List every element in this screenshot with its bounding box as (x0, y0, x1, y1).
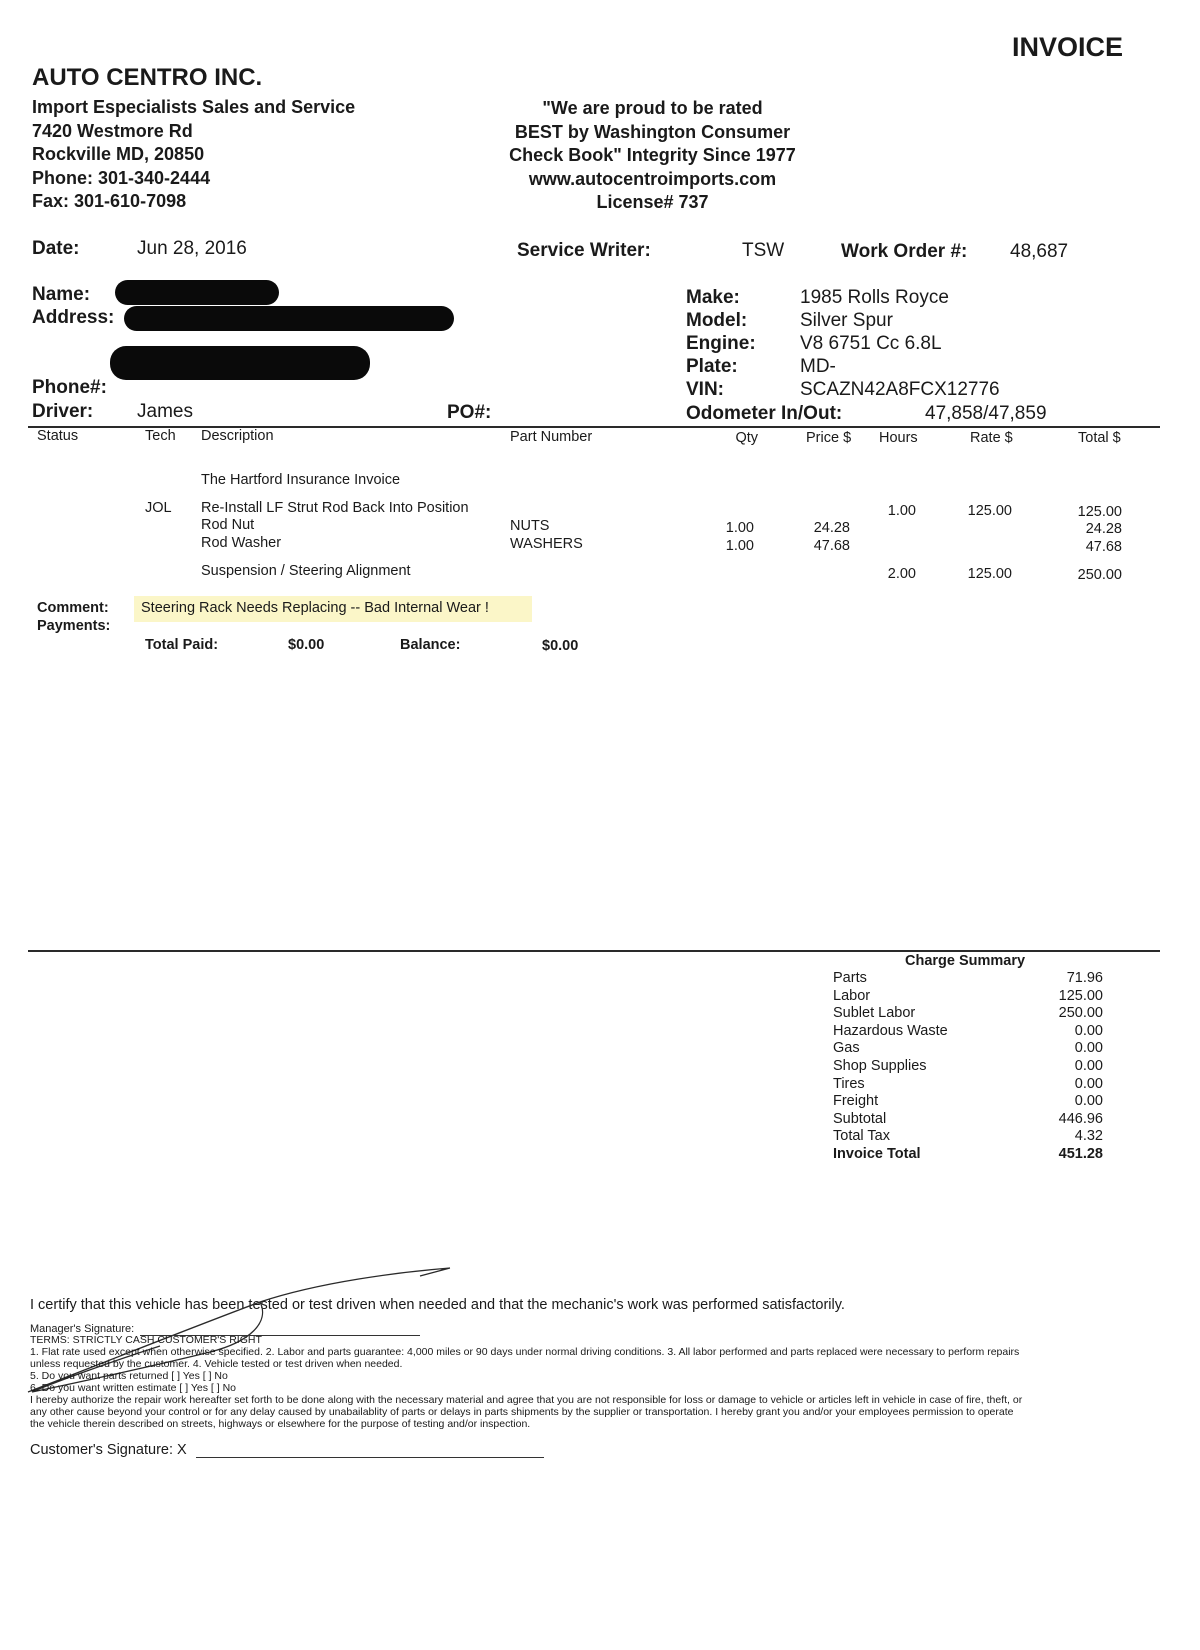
col-description: Description (201, 428, 274, 444)
summary-row-tires: Tires 0.00 (833, 1075, 1103, 1092)
redacted-address-line-1 (124, 306, 454, 331)
job-2-rate: 125.00 (967, 566, 1012, 582)
customer-signature-label: Customer's Signature: X (30, 1442, 187, 1458)
slogan-line-1: "We are proud to be rated (542, 98, 763, 118)
make-value: 1985 Rolls Royce (800, 287, 949, 308)
odometer-label: Odometer In/Out: (686, 403, 843, 424)
payments-label: Payments: (37, 618, 111, 634)
date-value: Jun 28, 2016 (137, 238, 247, 259)
col-total: Total $ (1078, 430, 1121, 446)
driver-label: Driver: (32, 401, 94, 422)
col-hours: Hours (879, 430, 918, 446)
balance-label: Balance: (400, 637, 461, 653)
summary-row-hazardous-waste: Hazardous Waste 0.00 (833, 1022, 1103, 1039)
total-paid-value: $0.00 (288, 637, 325, 653)
job-2-description: Suspension / Steering Alignment (201, 563, 411, 579)
part-2-description: Rod Washer (201, 535, 282, 551)
work-order-value: 48,687 (1010, 241, 1069, 262)
balance-value: $0.00 (542, 638, 579, 654)
part-1-number: NUTS (510, 518, 550, 534)
terms-line-4: 6. Do you want written estimate [ ] Yes [ ] No (30, 1382, 237, 1394)
model-value: Silver Spur (800, 310, 893, 331)
part-2-price: 47.68 (813, 538, 850, 554)
part-2-number: WASHERS (510, 536, 583, 552)
company-street: 7420 Westmore Rd (32, 120, 193, 141)
job-1-description: Re-Install LF Strut Rod Back Into Position (201, 500, 469, 516)
col-rate: Rate $ (970, 430, 1013, 446)
authorization-line-2: any other cause beyond your control or for any delay caused by unabailablity of parts or delays in parts shipments by the supplier or transportation. I hereby grant you and/or your employees permission to operate (30, 1406, 1014, 1418)
terms-line-2: unless requested by the customer. 4. Vehicle tested or test driven when needed. (30, 1358, 403, 1370)
part-1-qty: 1.00 (725, 520, 754, 536)
job-1-rate: 125.00 (967, 503, 1012, 519)
model-label: Model: (686, 310, 748, 331)
summary-row-freight: Freight 0.00 (833, 1093, 1103, 1110)
part-1-description: Rod Nut (201, 517, 255, 533)
summary-row-sublet-labor: Sublet Labor 250.00 (833, 1005, 1103, 1022)
job-1-hours: 1.00 (887, 503, 916, 519)
company-name: AUTO CENTRO INC. (32, 64, 263, 91)
certification-text: I certify that this vehicle has been tested or test driven when needed and that the mechanic's work was performed satisfactorily. (30, 1297, 845, 1313)
summary-row-gas: Gas 0.00 (833, 1040, 1103, 1057)
slogan-line-3: Check Book" Integrity Since 1977 (509, 145, 796, 165)
terms-title: TERMS: STRICTLY CASH CUSTOMER'S RIGHT (30, 1334, 262, 1346)
vin-value: SCAZN42A8FCX12776 (800, 379, 1000, 400)
phone-label: Phone#: (32, 377, 107, 398)
engine-label: Engine: (686, 333, 756, 354)
col-status: Status (37, 428, 79, 444)
driver-value: James (137, 401, 193, 422)
charge-summary-title: Charge Summary (905, 953, 1026, 969)
customer-signature-line (196, 1457, 544, 1458)
invoice-note: The Hartford Insurance Invoice (201, 472, 401, 488)
col-tech: Tech (145, 428, 176, 444)
engine-value: V8 6751 Cc 6.8L (800, 333, 942, 354)
summary-row-parts: Parts 71.96 (833, 970, 1103, 986)
authorization-line-1: I hereby authorize the repair work hereafter set forth to be done along with the necessary material and agree that you are not responsible for loss or damage to vehicle or articles left in vehicle in case of fire, theft, or (30, 1394, 1023, 1406)
company-tagline: Import Especialists Sales and Service (32, 97, 356, 117)
charge-summary-table (833, 970, 1103, 1164)
service-writer-value: TSW (742, 240, 785, 261)
table-header-rule (28, 426, 1160, 428)
authorization-line-3: the vehicle therein described on streets, highways or elsewhere for the purpose of testing and/or inspection. (30, 1418, 531, 1430)
part-1-total: 24.28 (1085, 521, 1122, 537)
col-qty: Qty (735, 430, 758, 446)
company-phone: Phone: 301-340-2444 (32, 167, 211, 188)
manager-signature-label: Manager's Signature: (30, 1323, 135, 1335)
vin-label: VIN: (686, 379, 724, 400)
summary-row-labor: Labor 125.00 (833, 987, 1103, 1004)
part-2-total: 47.68 (1085, 539, 1122, 555)
summary-row-total-tax: Total Tax 4.32 (833, 1128, 1103, 1145)
job-2-total: 250.00 (1077, 567, 1122, 583)
work-order-label: Work Order #: (841, 241, 968, 262)
plate-label: Plate: (686, 356, 738, 377)
col-part-number: Part Number (510, 429, 593, 445)
job-1-tech: JOL (145, 500, 172, 516)
invoice-title: INVOICE (1012, 32, 1124, 62)
po-label: PO#: (447, 402, 492, 423)
terms-line-1: 1. Flat rate used except when otherwise specified. 2. Labor and parts guarantee: 4,000 miles or 90 days under normal driving conditions. 3. All labor performed and parts replaced were necessary to perform repairs (30, 1346, 1020, 1358)
summary-row-subtotal: Subtotal 446.96 (833, 1110, 1103, 1127)
service-writer-label: Service Writer: (517, 240, 651, 261)
date-label: Date: (32, 238, 80, 259)
summary-row-invoice-total: Invoice Total 451.28 (833, 1145, 1103, 1162)
total-paid-label: Total Paid: (145, 637, 219, 653)
terms-line-3: 5. Do you want parts returned [ ] Yes [ ] No (30, 1370, 228, 1382)
name-label: Name: (32, 284, 91, 305)
part-2-qty: 1.00 (725, 538, 754, 554)
col-price: Price $ (806, 430, 852, 446)
comment-label: Comment: (37, 600, 109, 616)
slogan-line-2: BEST by Washington Consumer (514, 121, 791, 142)
plate-value: MD- (800, 356, 836, 377)
odometer-value: 47,858/47,859 (925, 403, 1047, 424)
summary-row-shop-supplies: Shop Supplies 0.00 (833, 1057, 1103, 1074)
company-website: www.autocentroimports.com (528, 168, 777, 189)
company-license: License# 737 (596, 192, 709, 212)
part-1-price: 24.28 (813, 520, 850, 536)
make-label: Make: (686, 287, 740, 308)
redacted-address-line-2 (110, 346, 370, 380)
company-city: Rockville MD, 20850 (32, 144, 205, 164)
address-label: Address: (32, 307, 115, 328)
job-2-hours: 2.00 (887, 566, 916, 582)
company-fax: Fax: 301-610-7098 (32, 191, 187, 211)
job-1-total: 125.00 (1077, 504, 1122, 520)
redacted-name (115, 280, 279, 305)
comment-text: Steering Rack Needs Replacing -- Bad Internal Wear ! (141, 600, 489, 616)
summary-rule (28, 950, 1160, 952)
